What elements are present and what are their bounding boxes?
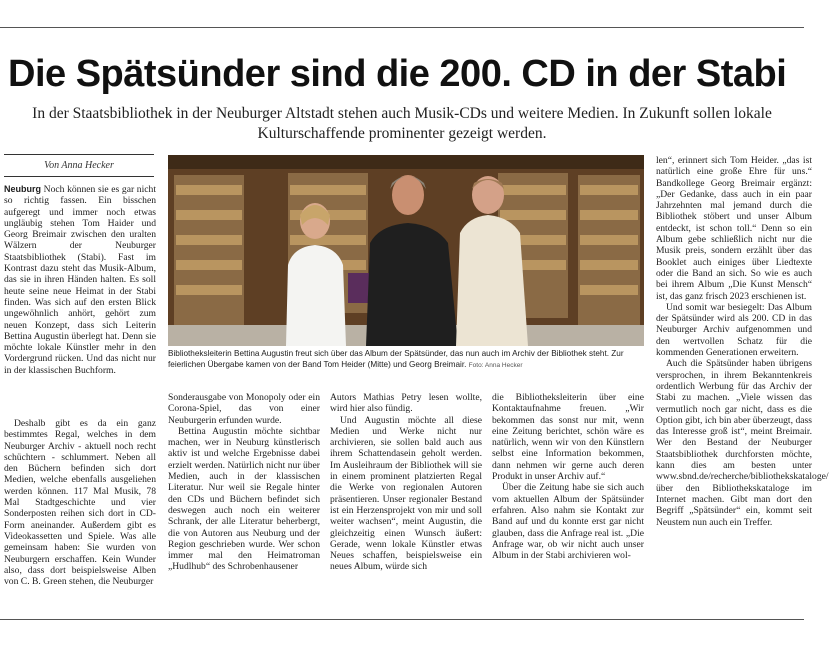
article-column-1-bottom [4, 418, 156, 598]
byline: Von Anna Hecker [44, 160, 114, 171]
photo-credit: Foto: Anna Hecker [468, 362, 523, 369]
article-paragraph: Über die Zeitung habe sie sich auch vom aktuellen Album der Spätsünder erfahren. Also nahm sie Kontakt zur Band auf und du konnte erst gar nicht glauben, dass die Anfrage real ist. „Die Anfrage war, ob wir nicht auch unser Album in der Stabi archivieren wol- [492, 482, 644, 562]
article-paragraph: Auch die Spätsünder haben übrigens versprochen, in ihrem Bekanntenkreis ordentlich Werbung für das Archiv der Stabi zu machen. „Viele wissen das vermutlich noch gar nicht, dass es die Option gibt, ich bin aber überzeugt, dass das Interesse groß ist“, meint Breimair. Wer den Bestand der Neuburger Staatsbibliothek durchforsten möchte, kann dies am besten unter www.sbnd.de/recherche/bibliothekskataloge/ über den Bibliothekskataloge im Internet machen. Gibt man dort den Begriff „Spätsünder“ ein, kommt seit Neustem nun auch ein Treffer. [656, 358, 829, 528]
subheadline-line-2: Kulturschaffende prominenter gezeigt werden. [257, 125, 547, 142]
headline: Die Spätsünder sind die 200. CD in der Stabi [8, 53, 787, 95]
photo-caption-text: Bibliotheksleiterin Bettina Augustin freut sich über das Album der Spätsünder, das nun auch im Archiv der Bibliothek steht. Zur feierlichen Übergabe kamen von der Band Tom Heider (Mitte) und Georg Breimair. [168, 349, 624, 369]
article-paragraph: Sonderausgabe von Monopoly oder ein Corona-Spiel, das von einer Neuburgerin erfunden wurde. [168, 392, 320, 426]
byline-rule-bottom [4, 176, 154, 177]
subheadline [0, 104, 804, 144]
article-paragraph: len“, erinnert sich Tom Heider. „das ist natürlich eine große Ehre für uns.“ Bandkollege Georg Breimair ergänzt: „Der Gedanke, dass auch in ein paar Jahrzehnten mal jemand durch die Bibliothek stöbert und unser Album entdeckt, ist schon toll.“ Denn so ein Album gebe schließlich nicht nur die Musik preis, sondern erzählt über das Booklet auch einiges über Liedtexte oder die Band an sich. So wie es auch bei ihrem Album „Die Kunst Mensch“ ist, das ganz frisch 2023 erschienen ist. [656, 155, 812, 302]
subheadline-line-1: In der Staatsbibliothek in der Neuburger Altstadt stehen auch Musik-CDs und weitere Medien. In Zukunft sollen lokale [32, 105, 772, 122]
library-photo-illustration [168, 155, 644, 346]
dateline: Neuburg [4, 184, 41, 194]
byline-rule-top [4, 154, 154, 155]
article-photo [168, 155, 644, 346]
article-paragraph: Deshalb gibt es da ein ganz bestimmtes Regal, welches in dem Neuburger Archiv - aktuell noch recht schüchtern - schlummert. Neben all den Büchern befinden sich dort Medien, welche ebenfalls ausgeliehen werden können. 117 Mal Musik, 78 Mal Stadtgeschichte und vier Sonderposten reihen sich dort in CD-Form aneinander. Außerdem gibt es Videokassetten und Spiele. Was alle gemeinsam haben: Sie wurden von Neuburgern erschaffen. Kein Wunder also, dass dort beispielsweise Alben von C. B. Green stehen, die Neuburger [4, 418, 156, 588]
article-column-2 [168, 392, 320, 598]
top-rule [0, 27, 804, 28]
article-column-3 [330, 392, 482, 598]
article-column-1-top [4, 184, 156, 412]
article-paragraph: Und Augustin möchte all diese Medien und Werke nicht nur archivieren, sie sollen bald auch aus ihrem Schattendasein geholt werden. Im Ausleihraum der Bibliothek will sie in einem prominent platzierten Regal die Werke von regionalen Autoren präsentieren. Unser regionaler Bestand ist ein Herzensprojekt von mir und soll weiter wachsen“, meint Augustin, die gleichzeitig einen Wunsch äußert: Gerade, wenn lokale Künstler etwas Neues schaffen, beispielsweise ein neues Album, würde sich [330, 414, 482, 573]
article-column-5 [656, 155, 829, 598]
bottom-rule [0, 619, 804, 620]
photo-caption [168, 348, 646, 371]
article-paragraph: Und somit war besiegelt: Das Album der Spätsünder wird als 200. CD in das Neuburger Archiv aufgenommen und den wertvollen Schatz für die kommenden Generationen erweitern. [656, 301, 812, 359]
article-paragraph: die Bibliotheksleiterin über eine Kontaktaufnahme freuen. „Wir bekommen das sonst nur mit, wenn eine Zeitung berichtet, schön wäre es natürlich, wenn wir von den Künstlern selbst eine Information bekommen, dann nehmen wir gerne auch deren Produkt in unser Archiv auf.“ [492, 392, 644, 483]
article-paragraph: Autors Mathias Petry lesen wollte, wird hier also fündig. [330, 392, 482, 415]
article-paragraph [4, 184, 156, 376]
article-column-4 [492, 392, 644, 598]
lead-paragraph-text: Noch können sie es gar nicht so richtig fassen. Ein bisschen aufgeregt und immer noch etwas ungläubig stehen Tom Haider und Georg Breimair zwischen den uralten Wälzern der Neuburger Staatsbibliothek (Stabi). Fast im Kontrast dazu steht das Musik-Album, das sie in ihren Händen halten. Es soll heute seine neue Heimat in der Stabi finden. Was sich auf den ersten Blick ungewöhnlich anhört, gehört zum neuen Konzept, dass sich Leiterin Bettina Augustin überlegt hat. Denn sie möchte lokale Künstler mehr in den Vordergrund rücken. Und das nicht nur in der klassischen Buchform. [4, 184, 156, 376]
article-paragraph: Bettina Augustin möchte sichtbar machen, wer in Neuburg künstlerisch aktiv ist und welche Ergebnisse dabei erzielt werden. Natürlich nicht nur über Medien, auch in der klassischen Literatur. Nur weil sie Regale hinter den CDs und Büchern befindet sich deswegen auch noch ein weiterer Schrank, der alle Literatur beherbergt, die von Autoren aus Neuburg und der Region geschrieben wurde. Wer schon immer mal den Heimatroman „Hudlhub“ des Schrobenhausener [168, 425, 320, 573]
